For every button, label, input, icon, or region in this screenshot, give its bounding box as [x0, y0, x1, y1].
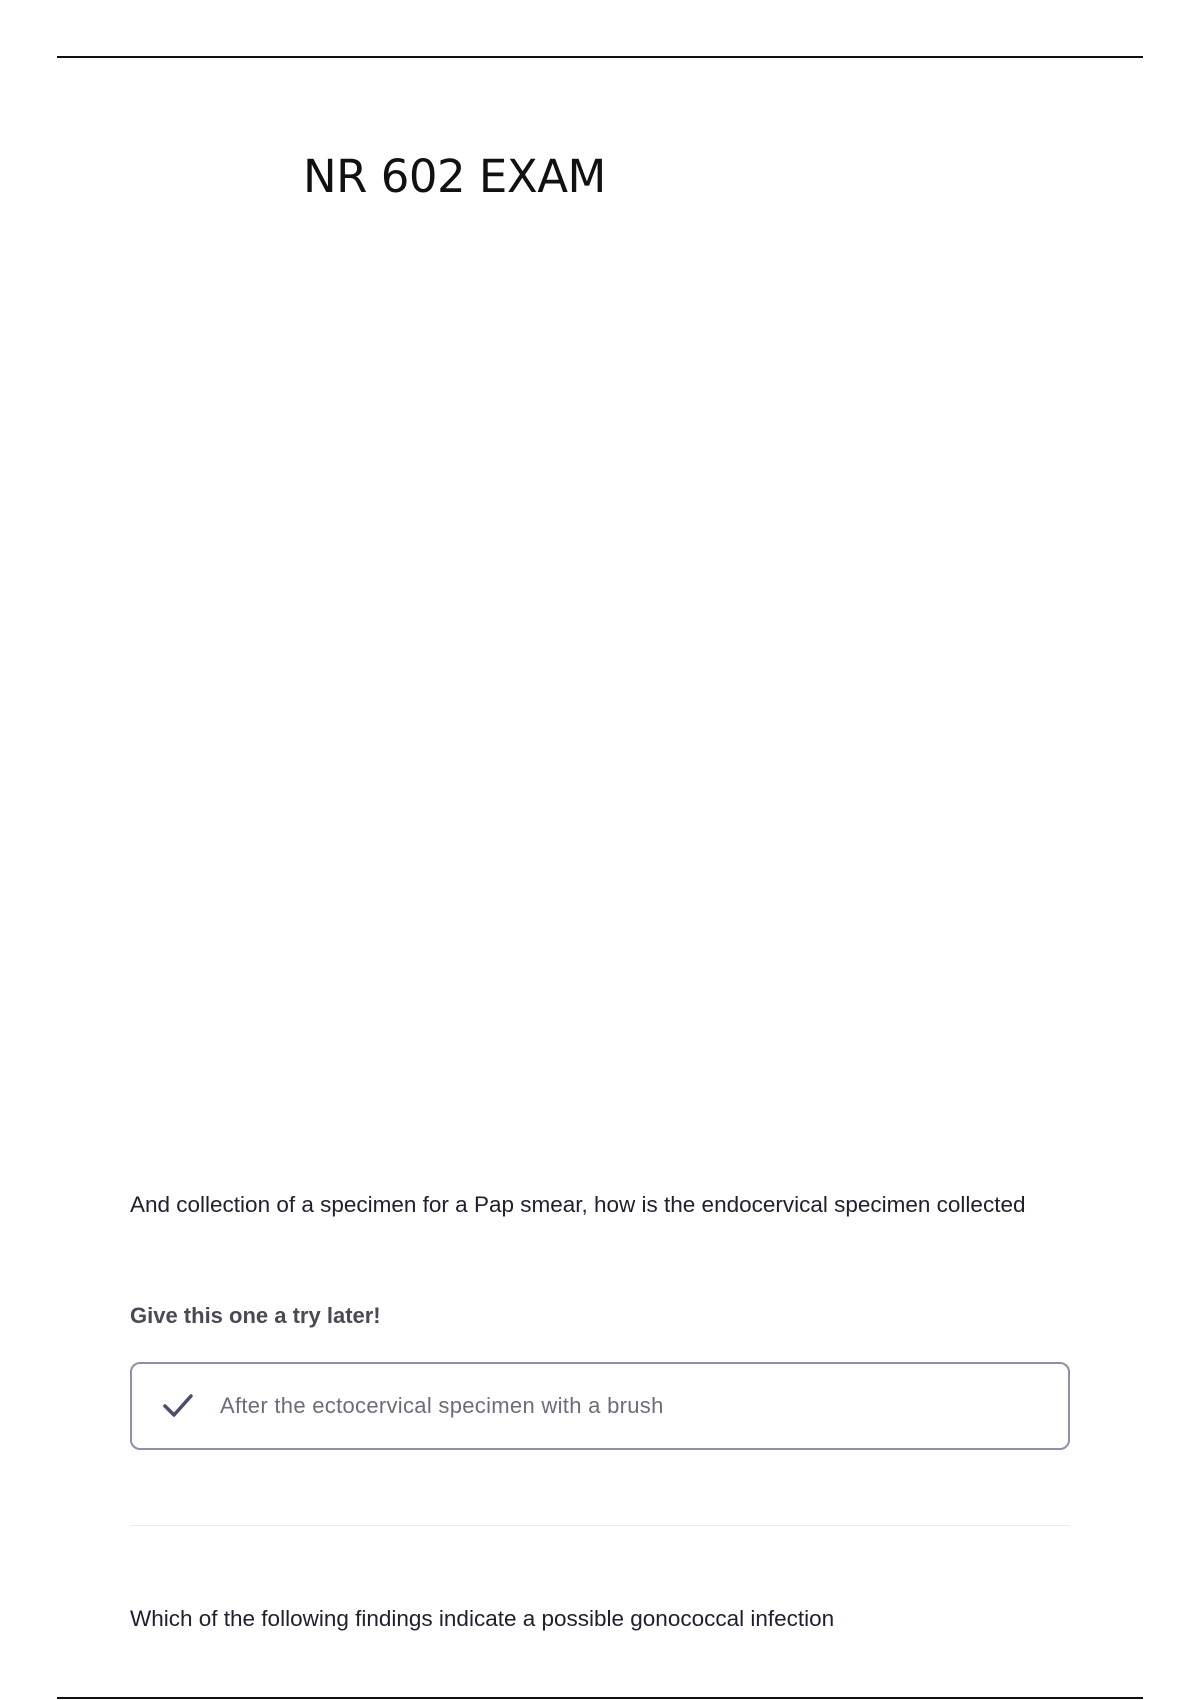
try-later-label: Give this one a try later! — [130, 1303, 381, 1328]
page-top-rule — [57, 56, 1143, 58]
check-icon — [160, 1388, 196, 1424]
question-text: Which of the following findings indicate a possible gonococcal infection — [130, 1606, 835, 1631]
answer-option[interactable] — [130, 1362, 1070, 1450]
answer-text: After the ectocervical specimen with a brush — [220, 1393, 664, 1418]
document-title: NR 602 EXAM — [303, 150, 606, 203]
page-bottom-rule — [57, 1697, 1143, 1699]
question-text: And collection of a specimen for a Pap smear, how is the endocervical specimen collected — [130, 1192, 1026, 1217]
question-divider — [130, 1525, 1070, 1526]
